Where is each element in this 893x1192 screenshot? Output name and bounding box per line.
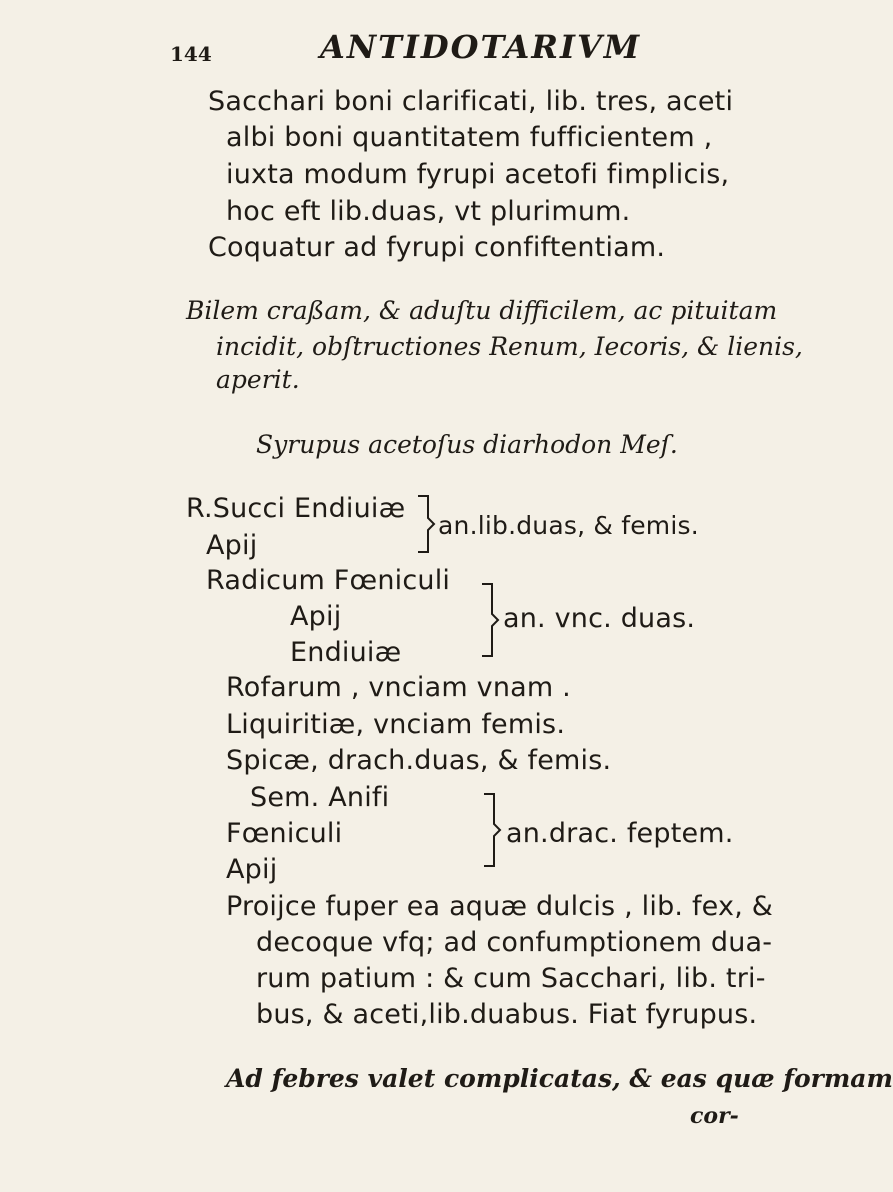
group3-item-1: Sem. Anifi: [250, 782, 390, 813]
running-title: ANTIDOTARIVM: [320, 28, 642, 66]
group1-item-1: R.Succi Endiuiæ: [186, 493, 406, 524]
recipe2-mid-line-3: Spicæ, drach.duas, & femis.: [226, 745, 612, 776]
virtues1-line-3: aperit.: [216, 365, 300, 394]
recipe2-end-line-2: decoque vfq; ad confumptionem dua-: [256, 927, 773, 958]
brace-group1: [414, 494, 436, 554]
group2-item-3: Endiuiæ: [290, 637, 402, 668]
virtues1-line-1: Bilem craßam, & aduſtu difficilem, ac pituitam: [186, 296, 778, 325]
group3-qty: an.drac. feptem.: [506, 818, 734, 849]
recipe1-line-3: iuxta modum fyrupi acetofi fimplicis,: [226, 159, 730, 190]
virtues2-line-1: Ad febres valet complicatas, & eas quæ formam: [226, 1064, 893, 1093]
recipe1-line-4: hoc eft lib.duas, vt plurimum.: [226, 196, 631, 227]
group2-item-2: Apij: [290, 601, 342, 632]
recipe1-line-2: albi boni quantitatem fufficientem ,: [226, 122, 713, 153]
group3-item-2: Fœniculi: [226, 818, 343, 849]
recipe2-title: Syrupus acetoſus diarhodon Meſ.: [256, 430, 678, 459]
group3-item-3: Apij: [226, 854, 278, 885]
recipe2-end-line-3: rum patium : & cum Sacchari, lib. tri-: [256, 963, 766, 994]
catchword: cor-: [690, 1103, 739, 1129]
recipe2-mid-line-2: Liquiritiæ, vnciam femis.: [226, 709, 566, 740]
recipe1-line-1: Sacchari boni clarificati, lib. tres, aceti: [208, 86, 734, 117]
recipe1-line-5: Coquatur ad fyrupi confiftentiam.: [208, 232, 666, 263]
group1-item-2: Apij: [206, 530, 258, 561]
brace-group3: [480, 792, 502, 868]
group2-item-1: Radicum Fœniculi: [206, 565, 451, 596]
group2-qty: an. vnc. duas.: [503, 603, 696, 634]
virtues1-line-2: incidit, obſtructiones Renum, Iecoris, & lienis,: [216, 332, 803, 361]
recipe2-end-line-4: bus, & aceti,lib.duabus. Fiat fyrupus.: [256, 999, 758, 1030]
brace-group2: [478, 582, 500, 658]
recipe2-end-line-1: Proijce fuper ea aquæ dulcis , lib. fex, &: [226, 891, 774, 922]
recipe2-mid-line-1: Rofarum , vnciam vnam .: [226, 672, 571, 703]
group1-qty: an.lib.duas, & femis.: [438, 511, 699, 540]
page-number: 144: [170, 42, 212, 66]
